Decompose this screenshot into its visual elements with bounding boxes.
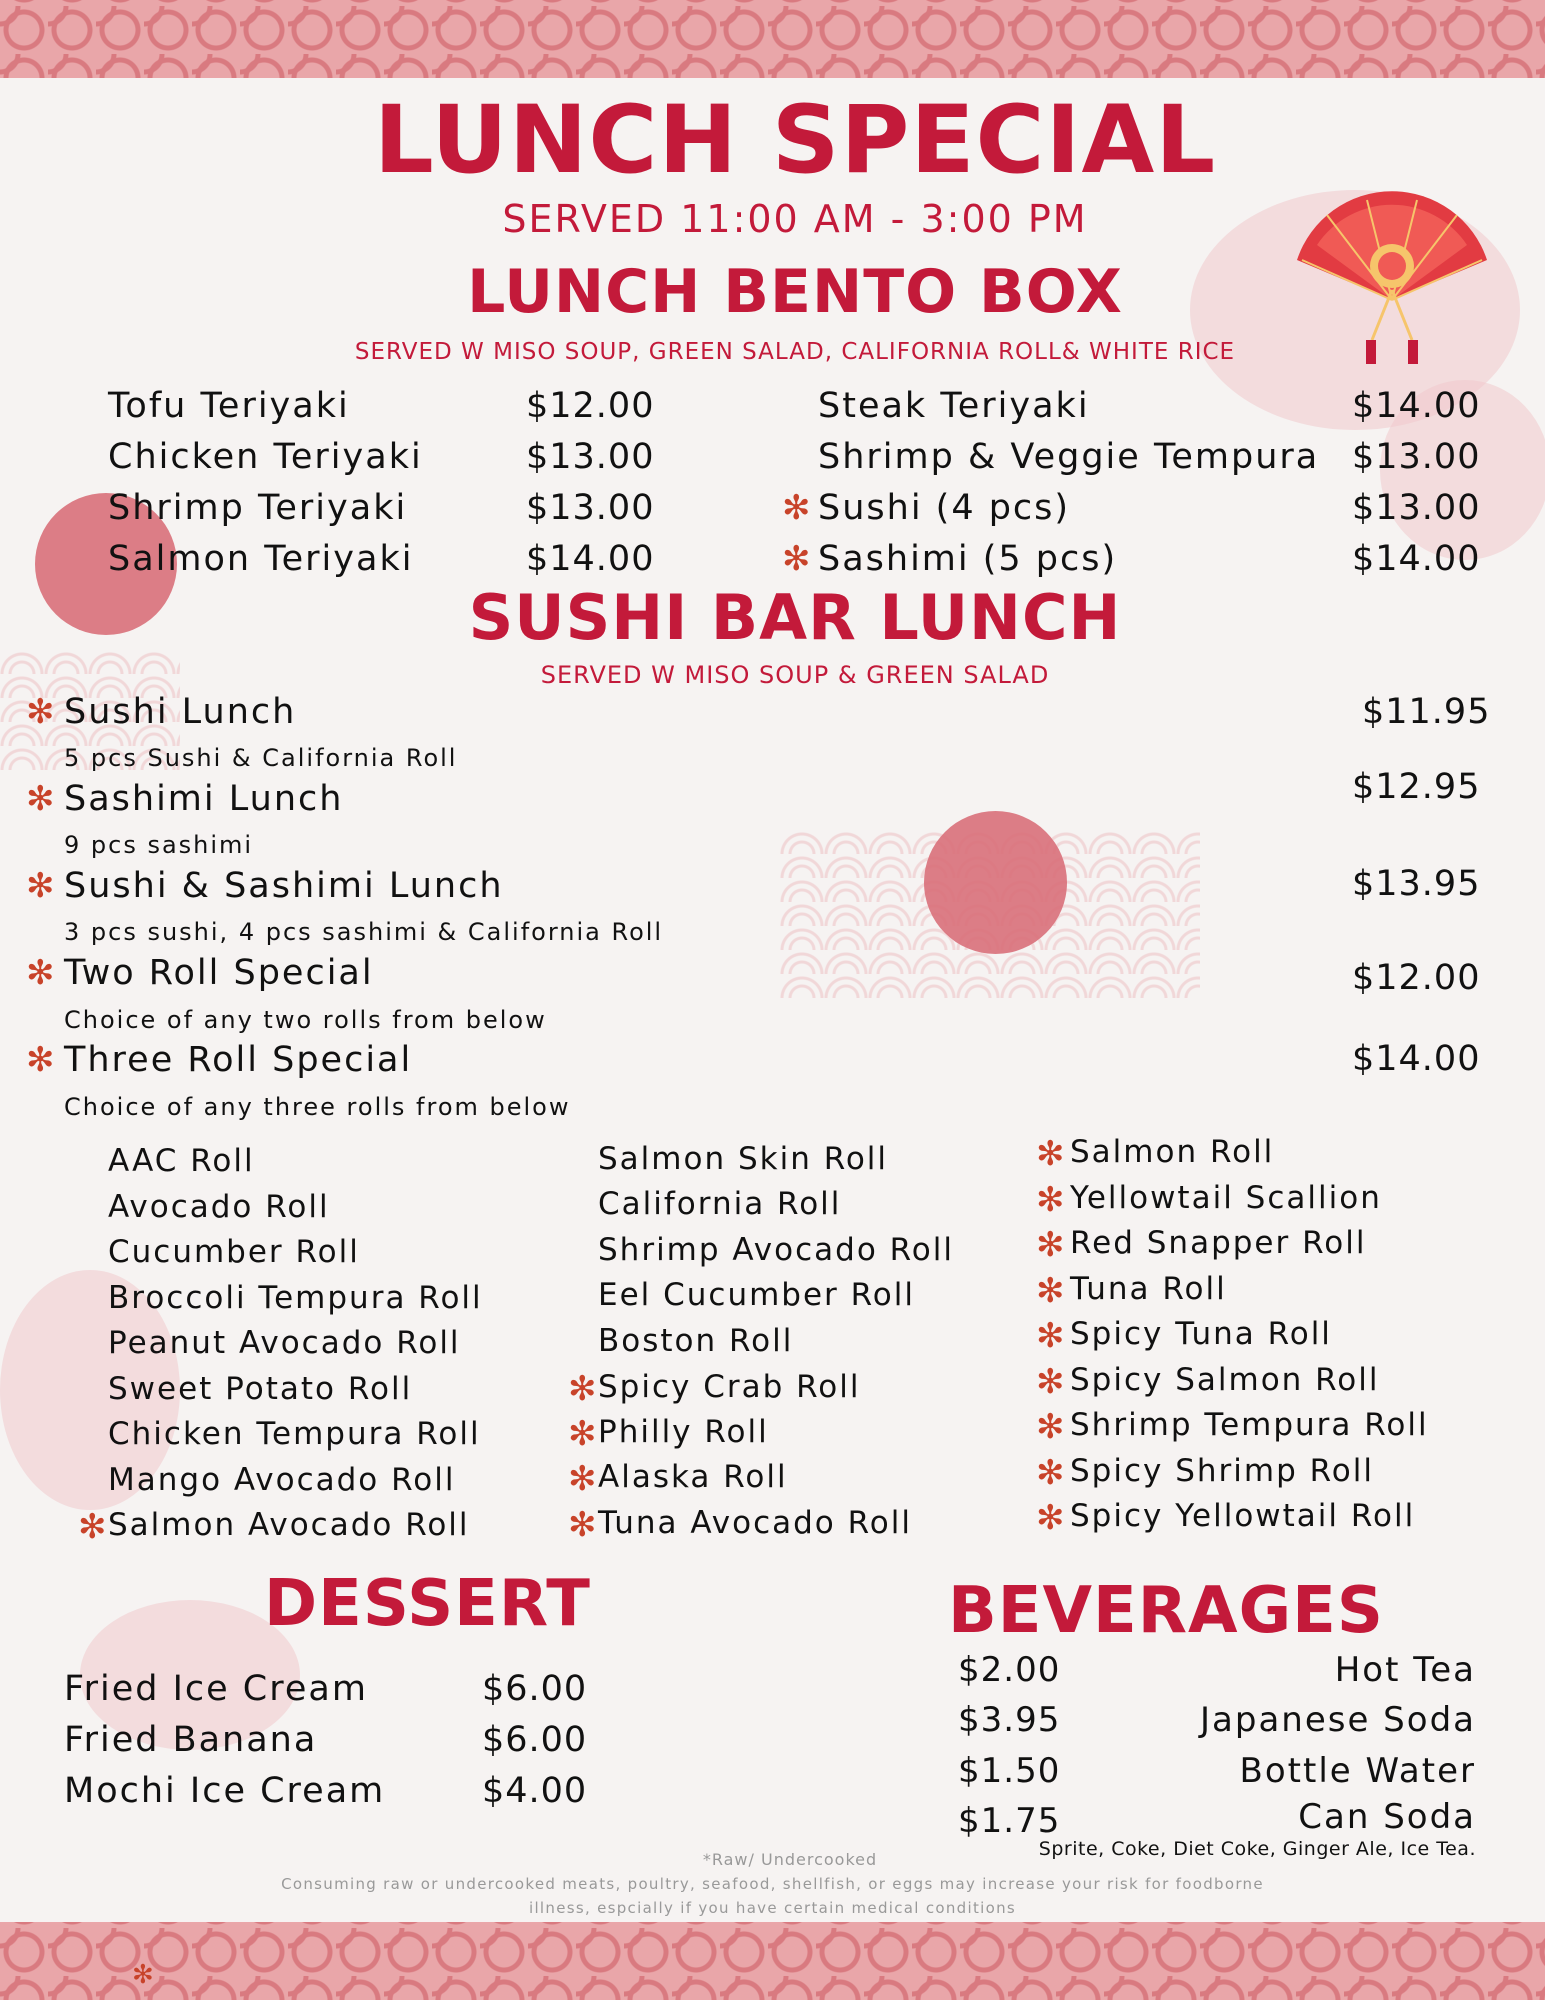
menu-item-name: Sushi (4 pcs) bbox=[818, 488, 1071, 528]
raw-asterisk-icon: ✻ bbox=[26, 953, 55, 993]
menu-item-price: $14.00 bbox=[526, 539, 655, 579]
sushi-bar-section-subtitle: SERVED W MISO SOUP & GREEN SALAD bbox=[540, 661, 1050, 689]
sushi-item-price: $11.95 bbox=[1362, 692, 1491, 732]
roll-item: Spicy Shrimp Roll bbox=[1070, 1453, 1374, 1489]
menu-item-price: $13.00 bbox=[1352, 437, 1481, 477]
dessert-item-price: $4.00 bbox=[482, 1771, 588, 1811]
raw-asterisk-icon: ✻ bbox=[1036, 1407, 1065, 1447]
beverage-name: Japanese Soda bbox=[1200, 1700, 1476, 1740]
roll-item: Salmon Roll bbox=[1070, 1134, 1275, 1170]
beverages-section-title: BEVERAGES bbox=[948, 1574, 1384, 1648]
roll-item: Shrimp Tempura Roll bbox=[1070, 1407, 1429, 1443]
beverage-price: $1.75 bbox=[958, 1801, 1061, 1841]
dessert-item-name: Fried Banana bbox=[64, 1720, 318, 1760]
raw-asterisk-icon: ✻ bbox=[1036, 1362, 1065, 1402]
raw-asterisk-icon: ✻ bbox=[568, 1414, 597, 1454]
roll-item: Spicy Salmon Roll bbox=[1070, 1362, 1380, 1398]
dessert-item-price: $6.00 bbox=[482, 1720, 588, 1760]
roll-item: Spicy Yellowtail Roll bbox=[1070, 1498, 1416, 1534]
sushi-item-description: 3 pcs sushi, 4 pcs sashimi & California Roll bbox=[64, 918, 664, 946]
menu-item-name: Tofu Teriyaki bbox=[108, 386, 350, 426]
beverage-name: Bottle Water bbox=[1239, 1751, 1476, 1791]
raw-asterisk-icon: ✻ bbox=[568, 1369, 597, 1409]
bottom-pattern-border bbox=[0, 1922, 1545, 2000]
roll-item: Alaska Roll bbox=[598, 1459, 788, 1495]
served-hours: SERVED 11:00 AM - 3:00 PM bbox=[502, 197, 1088, 241]
menu-item-price: $12.00 bbox=[526, 386, 655, 426]
roll-item: Broccoli Tempura Roll bbox=[108, 1280, 483, 1316]
menu-item-price: $13.00 bbox=[526, 437, 655, 477]
sushi-item-name: Three Roll Special bbox=[64, 1040, 413, 1080]
roll-item: Red Snapper Roll bbox=[1070, 1225, 1367, 1261]
raw-asterisk-icon: ✻ bbox=[782, 539, 811, 579]
roll-item: Cucumber Roll bbox=[108, 1234, 360, 1270]
raw-asterisk-icon: ✻ bbox=[26, 692, 55, 732]
sushi-bar-section-title: SUSHI BAR LUNCH bbox=[468, 581, 1122, 654]
raw-asterisk-icon: ✻ bbox=[1036, 1271, 1065, 1311]
bento-section-title: LUNCH BENTO BOX bbox=[467, 257, 1123, 327]
menu-item-name: Steak Teriyaki bbox=[818, 386, 1090, 426]
roll-item: Shrimp Avocado Roll bbox=[598, 1232, 954, 1268]
menu-item-name: Salmon Teriyaki bbox=[108, 539, 414, 579]
menu-item-price: $14.00 bbox=[1352, 386, 1481, 426]
sushi-item-price: $13.95 bbox=[1352, 864, 1481, 904]
raw-asterisk-icon: ✻ bbox=[1036, 1316, 1065, 1356]
raw-asterisk-icon: ✻ bbox=[1036, 1225, 1065, 1265]
roll-item: AAC Roll bbox=[108, 1143, 255, 1179]
roll-item: Spicy Tuna Roll bbox=[1070, 1316, 1332, 1352]
sushi-item-name: Sushi & Sashimi Lunch bbox=[64, 866, 504, 906]
beverage-price: $2.00 bbox=[958, 1650, 1061, 1690]
food-safety-warning-line1: Consuming raw or undercooked meats, poultry, seafood, shellfish, or eggs may increase your risk for foodborne bbox=[281, 1875, 1264, 1893]
beverage-name: Can Soda bbox=[1298, 1797, 1476, 1837]
roll-item: Tuna Avocado Roll bbox=[598, 1505, 912, 1541]
raw-asterisk-icon: ✻ bbox=[1036, 1180, 1065, 1220]
menu-item-name: Chicken Teriyaki bbox=[108, 437, 423, 477]
raw-asterisk-icon: ✻ bbox=[782, 488, 811, 528]
roll-item: Philly Roll bbox=[598, 1414, 769, 1450]
raw-undercooked-note: *Raw/ Undercooked bbox=[702, 1850, 878, 1869]
roll-item: Boston Roll bbox=[598, 1323, 794, 1359]
raw-asterisk-icon: ✻ bbox=[132, 1960, 154, 1990]
beverage-price: $1.50 bbox=[958, 1751, 1061, 1791]
top-pattern-border bbox=[0, 0, 1545, 78]
roll-item: Mango Avocado Roll bbox=[108, 1462, 456, 1498]
menu-item-price: $14.00 bbox=[1352, 539, 1481, 579]
raw-asterisk-icon: ✻ bbox=[26, 1040, 55, 1080]
roll-item: Chicken Tempura Roll bbox=[108, 1416, 481, 1452]
menu-item-name: Shrimp Teriyaki bbox=[108, 488, 408, 528]
page-title: LUNCH SPECIAL bbox=[373, 86, 1217, 195]
sushi-item-name: Sashimi Lunch bbox=[64, 779, 344, 819]
menu-item-price: $13.00 bbox=[526, 488, 655, 528]
dessert-item-name: Mochi Ice Cream bbox=[64, 1771, 386, 1811]
soda-options-note: Sprite, Coke, Diet Coke, Ginger Ale, Ice Tea. bbox=[1038, 1838, 1476, 1860]
sushi-item-description: Choice of any two rolls from below bbox=[64, 1006, 547, 1034]
roll-item: Yellowtail Scallion bbox=[1070, 1180, 1382, 1216]
sushi-item-price: $14.00 bbox=[1352, 1039, 1481, 1079]
sushi-item-description: 5 pcs Sushi & California Roll bbox=[64, 744, 458, 772]
dessert-section-title: DESSERT bbox=[264, 1567, 591, 1641]
beverage-name: Hot Tea bbox=[1334, 1650, 1476, 1690]
bento-section-subtitle: SERVED W MISO SOUP, GREEN SALAD, CALIFORNIA ROLL& WHITE RICE bbox=[354, 339, 1236, 365]
sushi-item-name: Sushi Lunch bbox=[64, 692, 297, 732]
raw-asterisk-icon: ✻ bbox=[26, 866, 55, 906]
dessert-item-price: $6.00 bbox=[482, 1669, 588, 1709]
raw-asterisk-icon: ✻ bbox=[1036, 1134, 1065, 1174]
raw-asterisk-icon: ✻ bbox=[1036, 1498, 1065, 1538]
roll-item: Tuna Roll bbox=[1070, 1271, 1227, 1307]
roll-item: Sweet Potato Roll bbox=[108, 1371, 413, 1407]
raw-asterisk-icon: ✻ bbox=[1036, 1453, 1065, 1493]
roll-item: Peanut Avocado Roll bbox=[108, 1325, 461, 1361]
red-circle-decoration bbox=[924, 811, 1067, 954]
raw-asterisk-icon: ✻ bbox=[568, 1505, 597, 1545]
sushi-item-description: Choice of any three rolls from below bbox=[64, 1093, 571, 1121]
beverage-price: $3.95 bbox=[958, 1700, 1061, 1740]
menu-item-name: Shrimp & Veggie Tempura bbox=[818, 437, 1320, 477]
raw-asterisk-icon: ✻ bbox=[78, 1507, 107, 1547]
raw-asterisk-icon: ✻ bbox=[568, 1459, 597, 1499]
menu-item-name: Sashimi (5 pcs) bbox=[818, 539, 1118, 579]
sushi-item-price: $12.00 bbox=[1352, 958, 1481, 998]
food-safety-warning-line2: illness, espcially if you have certain medical conditions bbox=[528, 1899, 1016, 1917]
menu-item-price: $13.00 bbox=[1352, 488, 1481, 528]
sushi-item-name: Two Roll Special bbox=[64, 953, 374, 993]
roll-item: Salmon Avocado Roll bbox=[108, 1507, 470, 1543]
roll-item: Spicy Crab Roll bbox=[598, 1369, 861, 1405]
raw-asterisk-icon: ✻ bbox=[26, 779, 55, 819]
roll-item: California Roll bbox=[598, 1186, 842, 1222]
roll-item: Salmon Skin Roll bbox=[598, 1141, 889, 1177]
sushi-item-price: $12.95 bbox=[1352, 767, 1481, 807]
dessert-item-name: Fried Ice Cream bbox=[64, 1669, 368, 1709]
roll-item: Avocado Roll bbox=[108, 1189, 330, 1225]
roll-item: Eel Cucumber Roll bbox=[598, 1277, 915, 1313]
sushi-item-description: 9 pcs sashimi bbox=[64, 831, 254, 859]
